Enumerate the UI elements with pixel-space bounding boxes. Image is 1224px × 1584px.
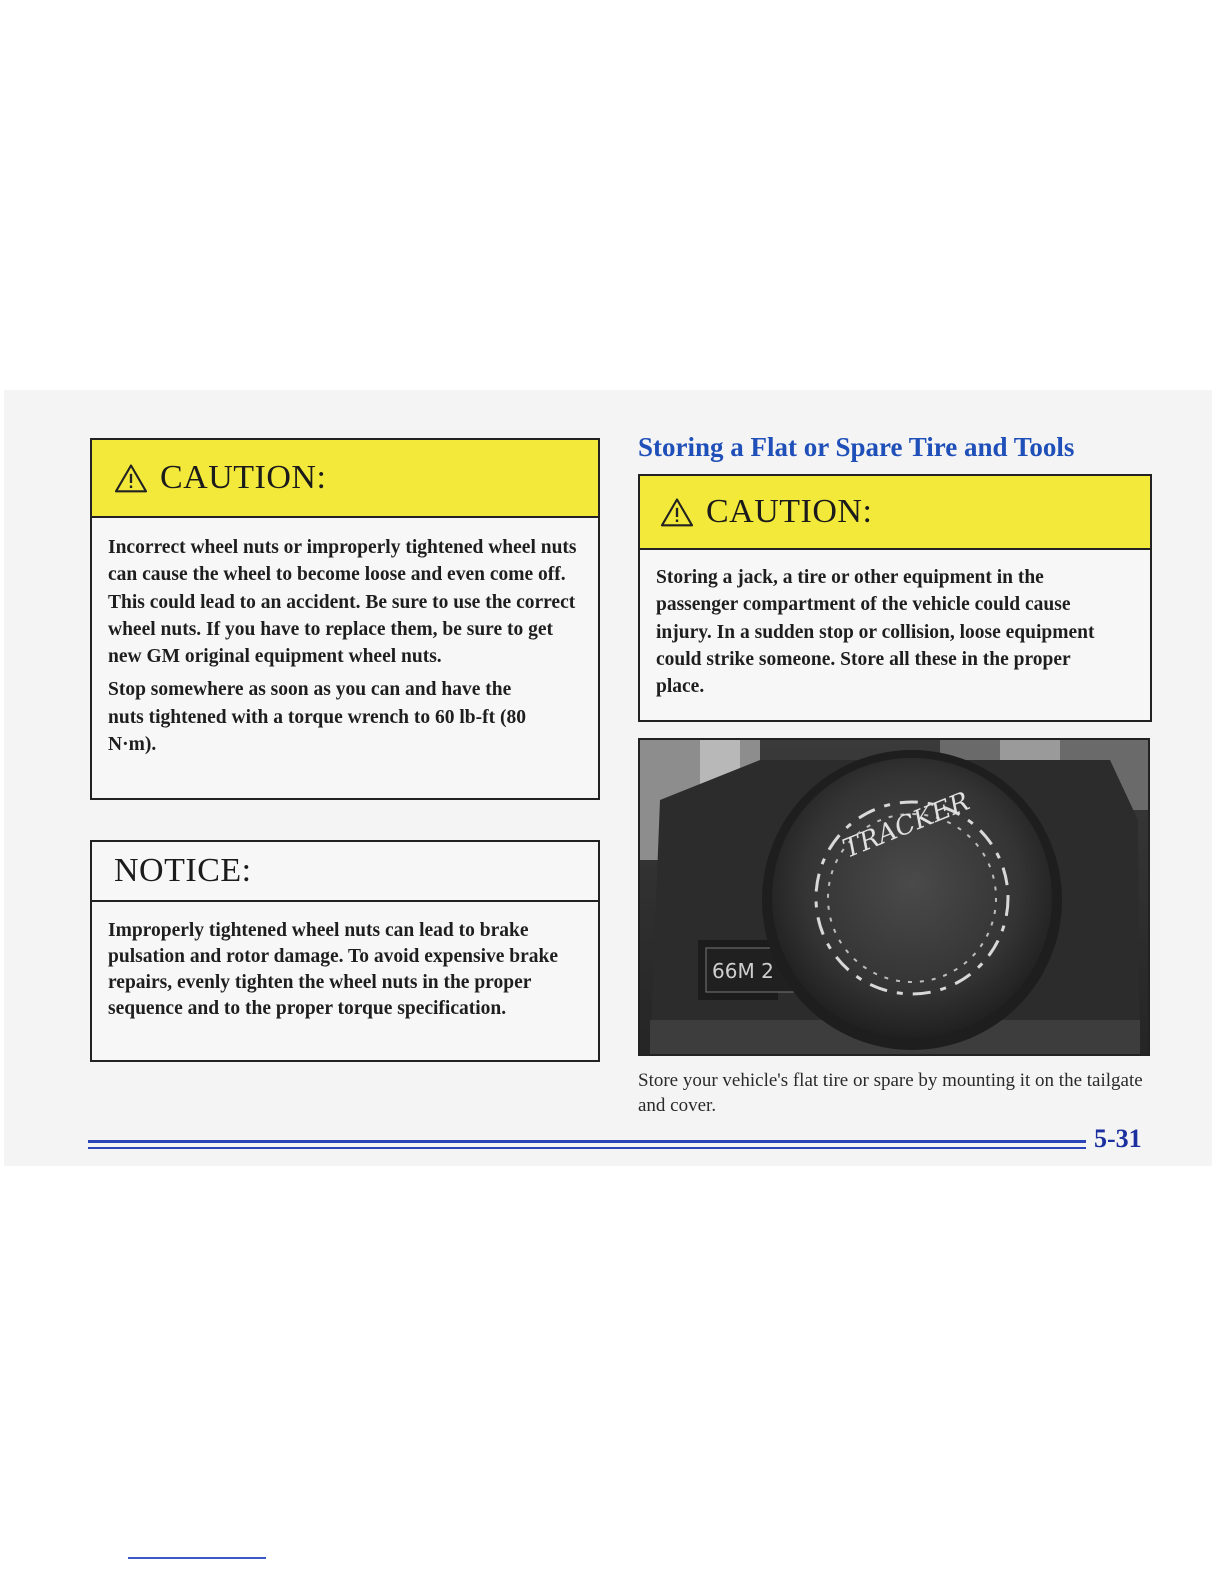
bottom-decorative-line [128,1557,266,1559]
caution-box-wheel-nuts [90,438,600,800]
notice-heading: NOTICE: [114,852,252,889]
tire-cover-logo: TRACKER [838,786,974,865]
photo-caption: Store your vehicle's flat tire or spare by mounting it on the tailgate and cover. [638,1070,1143,1116]
caution-header [92,440,598,518]
warning-triangle-icon [114,463,148,493]
caution-box-storage [638,474,1152,722]
caution-heading: CAUTION: [160,459,327,496]
page-number: 5-31 [1094,1124,1142,1153]
spare-tire-illustration [640,740,1148,1054]
caution-heading: CAUTION: [706,493,873,530]
notice-box [90,840,600,1062]
footer-rule [88,1138,1086,1152]
warning-triangle-icon [660,497,694,527]
caution-text: Storing a jack, a tire or other equipment in the passenger compartment of the vehicle could cause injury. In a sudden stop or collision, loose equipment could strike someone. Store all these in the proper place. [656,567,1095,698]
license-plate-text: 66M 2 [712,959,774,983]
notice-header [92,842,598,902]
caution-body [656,564,1116,706]
caution-body [108,534,584,764]
spare-tire-photo [638,738,1150,1056]
notice-text: Improperly tightened wheel nuts can lead to brake pulsation and rotor damage. To avoid expensive brake repairs, evenly tighten the wheel nuts in the proper sequence and to the proper torque specification. [108,920,559,1019]
caution-header [640,476,1150,550]
caution-paragraph: Stop somewhere as soon as you can and have the nuts tightened with a torque wrench to 60 lb-ft (80 N·m). [108,679,526,756]
notice-body [108,918,584,1028]
section-title: Storing a Flat or Spare Tire and Tools [638,432,1075,462]
caution-paragraph: Incorrect wheel nuts or improperly tightened wheel nuts can cause the wheel to become loose and even come off. This could lead to an accident. Be sure to use the correct wheel nuts. If you have to replace them, be sure to get new GM original equipment wheel nuts. [108,537,577,668]
